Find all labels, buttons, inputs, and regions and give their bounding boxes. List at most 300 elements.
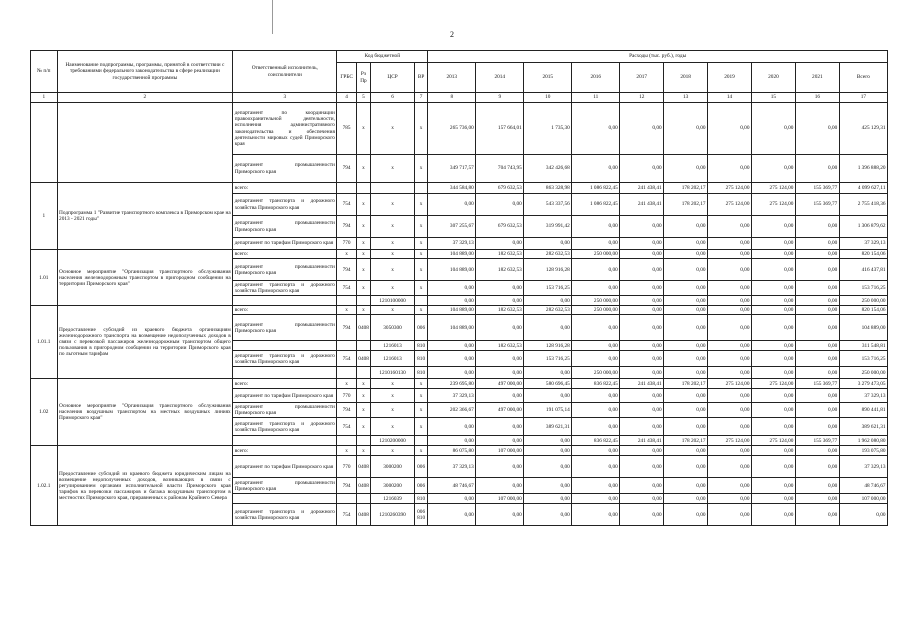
- year-value: 0,00: [708, 341, 752, 351]
- executor: департамент по тарифам Приморского края: [233, 238, 337, 250]
- year-header: Всего: [839, 63, 887, 93]
- year-value: 182 632,53: [476, 250, 524, 259]
- rzpr-code: 0408: [356, 351, 370, 367]
- total-value: 153 716,25: [839, 351, 887, 367]
- rzpr-code: х: [356, 446, 370, 456]
- executor: департамент транспорта и дорожного хозяйства Приморского края: [234, 282, 335, 295]
- year-value: 191 075,14: [524, 403, 572, 418]
- year-value: 0,00: [524, 296, 572, 306]
- grbs-code: 754: [337, 351, 356, 367]
- rzpr-code: х: [356, 403, 370, 418]
- year-value: 0,00: [664, 103, 708, 155]
- column-number: 15: [751, 93, 795, 103]
- column-number: 5: [356, 93, 370, 103]
- rzpr-code: х: [356, 389, 370, 403]
- year-value: 0,00: [620, 306, 664, 315]
- year-value: 241 438,41: [620, 379, 664, 389]
- total-value: 153 716,25: [839, 281, 887, 296]
- vr-code: 006: [415, 315, 428, 341]
- year-value: 0,00: [524, 315, 572, 341]
- column-number: 11: [572, 93, 620, 103]
- year-value: 0,00: [620, 494, 664, 504]
- row-number: 1.02: [31, 379, 58, 446]
- csr-code: 1216013: [371, 351, 415, 367]
- total-value: 389 621,31: [839, 418, 887, 436]
- col-num-header: № п/п: [31, 51, 58, 93]
- year-value: 0,00: [795, 281, 839, 296]
- year-value: 0,00: [620, 281, 664, 296]
- csr-code: 3050300: [371, 315, 415, 341]
- year-value: 0,00: [620, 389, 664, 403]
- column-number: 4: [337, 93, 356, 103]
- grbs-code: 770: [337, 456, 356, 478]
- grbs-code: [337, 367, 356, 379]
- year-value: 0,00: [572, 103, 620, 155]
- year-value: 0,00: [751, 281, 795, 296]
- year-value: 0,00: [751, 403, 795, 418]
- year-header: 2014: [476, 63, 524, 93]
- grbs-code: [337, 341, 356, 351]
- year-value: 275 124,00: [751, 183, 795, 194]
- table-row: [31, 183, 888, 194]
- year-value: 0,00: [708, 259, 752, 281]
- year-value: 0,00: [620, 478, 664, 494]
- executor: всего:: [233, 183, 337, 194]
- csr-code: х: [371, 216, 415, 238]
- page-number: 2: [450, 30, 454, 39]
- col-name-header: Наименование подпрограммы, программы, принятой в соответствии с требованиями федерального законодательства в сфере реализации государственной программы: [57, 51, 233, 93]
- csr-code: 1210160130: [371, 367, 415, 379]
- year-value: 0,00: [664, 367, 708, 379]
- year-value: 104 889,00: [428, 259, 476, 281]
- year-value: 157 664,01: [476, 103, 524, 155]
- year-value: 0,00: [620, 250, 664, 259]
- grbs-code: [337, 183, 356, 194]
- scan-line: [272, 0, 273, 34]
- year-value: 0,00: [476, 194, 524, 216]
- vr-header: ВР: [415, 63, 428, 93]
- year-value: 0,00: [428, 418, 476, 436]
- year-value: 1 086 822,45: [572, 194, 620, 216]
- total-value: 416 437,81: [839, 259, 887, 281]
- table-row: [31, 446, 888, 456]
- total-value: 0,00: [839, 504, 887, 526]
- year-value: 86 075,80: [428, 446, 476, 456]
- year-value: 0,00: [795, 367, 839, 379]
- year-value: 0,00: [572, 281, 620, 296]
- year-value: 0,00: [708, 389, 752, 403]
- year-value: 0,00: [620, 296, 664, 306]
- year-value: 153 716,25: [524, 281, 572, 296]
- year-value: 0,00: [664, 446, 708, 456]
- col-exec-header: Ответственный исполнитель, соисполнители: [233, 51, 337, 93]
- year-value: 0,00: [751, 155, 795, 183]
- expenses-header: Расходы (тыс. руб.), годы: [428, 51, 888, 63]
- column-number: 10: [524, 93, 572, 103]
- year-value: 0,00: [572, 351, 620, 367]
- year-value: 0,00: [795, 446, 839, 456]
- grbs-code: [337, 296, 356, 306]
- year-value: 0,00: [620, 216, 664, 238]
- rzpr-code: 0408: [356, 456, 370, 478]
- executor: департамент промышленности Приморского края: [233, 216, 337, 238]
- total-value: 37 329,13: [839, 456, 887, 478]
- year-value: 37 329,13: [428, 389, 476, 403]
- year-value: 0,00: [664, 306, 708, 315]
- year-value: 0,00: [795, 478, 839, 494]
- year-value: 0,00: [620, 103, 664, 155]
- rzpr-code: х: [356, 259, 370, 281]
- year-value: 307 255,67: [428, 216, 476, 238]
- vr-code: [415, 296, 428, 306]
- executor: департамент промышленности Приморского края: [234, 404, 335, 417]
- vr-code: 006: [415, 478, 428, 494]
- year-value: 0,00: [524, 494, 572, 504]
- year-header: 2015: [524, 63, 572, 93]
- column-number: 17: [839, 93, 887, 103]
- rzpr-code: [356, 296, 370, 306]
- grbs-code: 754: [337, 281, 356, 296]
- column-number: 9: [476, 93, 524, 103]
- year-header: 2019: [708, 63, 752, 93]
- total-value: 425 129,31: [839, 103, 887, 155]
- vr-code: х: [415, 281, 428, 296]
- year-value: 0,00: [664, 418, 708, 436]
- year-value: 0,00: [428, 341, 476, 351]
- year-value: 0,00: [572, 238, 620, 250]
- executor: всего:: [233, 250, 337, 259]
- year-value: 0,00: [524, 504, 572, 526]
- year-value: 0,00: [751, 250, 795, 259]
- rzpr-code: х: [356, 281, 370, 296]
- vr-code: х: [415, 103, 428, 155]
- year-value: 0,00: [572, 155, 620, 183]
- table-header: [31, 51, 888, 103]
- total-value: 250 000,00: [839, 296, 887, 306]
- year-value: 282 632,53: [524, 306, 572, 315]
- total-value: 37 329,13: [839, 238, 887, 250]
- year-value: 0,00: [664, 281, 708, 296]
- year-value: 0,00: [476, 367, 524, 379]
- grbs-code: х: [337, 250, 356, 259]
- grbs-code: 770: [337, 389, 356, 403]
- year-value: 0,00: [476, 315, 524, 341]
- year-value: 580 696,45: [524, 379, 572, 389]
- year-value: 0,00: [620, 341, 664, 351]
- year-value: 250 000,00: [572, 296, 620, 306]
- rzpr-code: х: [356, 194, 370, 216]
- total-value: 3 279 473,05: [839, 379, 887, 389]
- year-value: 0,00: [751, 389, 795, 403]
- year-value: 0,00: [708, 306, 752, 315]
- year-value: 0,00: [572, 403, 620, 418]
- grbs-code: 794: [337, 216, 356, 238]
- column-number: 2: [57, 93, 233, 103]
- rzpr-code: 0408: [356, 478, 370, 494]
- executor: департамент транспорта и дорожного хозяйства Приморского края: [233, 418, 337, 436]
- year-value: 0,00: [795, 389, 839, 403]
- vr-code: х: [415, 446, 428, 456]
- csr-code: х: [371, 306, 415, 315]
- year-value: 241 438,41: [620, 436, 664, 446]
- year-value: 836 822,45: [572, 379, 620, 389]
- year-value: 0,00: [428, 281, 476, 296]
- rzpr-code: х: [356, 379, 370, 389]
- year-value: 0,00: [524, 446, 572, 456]
- vr-code: х: [415, 216, 428, 238]
- column-number: 16: [795, 93, 839, 103]
- column-number: 7: [415, 93, 428, 103]
- year-value: 319 991,42: [524, 216, 572, 238]
- program-name: Основное мероприятие "Организация транспортного обслуживания населения воздушным транспортом на местных воздушных линиях Приморского края": [57, 379, 233, 446]
- year-value: 178 202,17: [664, 436, 708, 446]
- year-value: 0,00: [428, 296, 476, 306]
- csr-code: х: [371, 155, 415, 183]
- year-value: 0,00: [708, 478, 752, 494]
- year-value: 497 000,00: [476, 403, 524, 418]
- total-value: 250 000,00: [839, 367, 887, 379]
- year-value: 0,00: [664, 238, 708, 250]
- rzpr-code: [356, 436, 370, 446]
- year-value: 182 632,53: [476, 341, 524, 351]
- year-value: 0,00: [664, 341, 708, 351]
- year-value: 178 202,17: [664, 379, 708, 389]
- year-value: 0,00: [428, 494, 476, 504]
- vr-code: 810: [415, 494, 428, 504]
- year-value: 0,00: [664, 155, 708, 183]
- executor: всего:: [233, 306, 337, 315]
- year-value: 0,00: [664, 389, 708, 403]
- rzpr-code: х: [356, 306, 370, 315]
- year-value: 0,00: [620, 238, 664, 250]
- year-value: 1 086 822,45: [572, 183, 620, 194]
- csr-code: х: [371, 389, 415, 403]
- year-value: 0,00: [751, 456, 795, 478]
- executor: департамент транспорта и дорожного хозяйства Приморского края: [233, 504, 337, 526]
- executor: [233, 494, 337, 504]
- year-value: 0,00: [751, 315, 795, 341]
- year-value: 0,00: [795, 238, 839, 250]
- year-value: 0,00: [620, 315, 664, 341]
- year-value: 0,00: [620, 351, 664, 367]
- year-value: 275 124,00: [708, 436, 752, 446]
- rzpr-header: Рз Пр: [356, 63, 370, 93]
- csr-code: х: [371, 259, 415, 281]
- year-value: 0,00: [476, 281, 524, 296]
- year-value: 0,00: [476, 351, 524, 367]
- year-value: 239 695,80: [428, 379, 476, 389]
- year-value: 0,00: [572, 259, 620, 281]
- vr-code: [415, 183, 428, 194]
- year-value: 0,00: [524, 238, 572, 250]
- vr-code: х: [415, 238, 428, 250]
- total-value: 820 154,06: [839, 250, 887, 259]
- year-value: 0,00: [664, 403, 708, 418]
- year-value: 0,00: [572, 216, 620, 238]
- vr-code: х: [415, 250, 428, 259]
- csr-code: х: [371, 194, 415, 216]
- executor: департамент по тарифам Приморского края: [233, 389, 337, 403]
- total-value: 37 329,13: [839, 389, 887, 403]
- rzpr-code: х: [356, 250, 370, 259]
- program-name: Основное мероприятие "Организация транспортного обслуживания населения железнодорожным транспортом в пригородном сообщении на территории Приморского края": [57, 250, 233, 306]
- year-value: 0,00: [476, 389, 524, 403]
- year-value: 0,00: [751, 259, 795, 281]
- vr-code: 810: [415, 351, 428, 367]
- year-value: 0,00: [620, 367, 664, 379]
- csr-header: ЦСР: [371, 63, 415, 93]
- year-value: 0,00: [620, 456, 664, 478]
- grbs-code: 770: [337, 238, 356, 250]
- vr-code: х: [415, 403, 428, 418]
- executor: департамент промышленности Приморского края: [234, 479, 335, 492]
- year-value: 0,00: [795, 306, 839, 315]
- rzpr-code: х: [356, 155, 370, 183]
- year-value: 0,00: [620, 155, 664, 183]
- year-value: 0,00: [572, 446, 620, 456]
- executor: департамент по тарифам Приморского края: [233, 456, 337, 478]
- year-value: 0,00: [476, 418, 524, 436]
- executor: [233, 367, 337, 379]
- year-value: 0,00: [708, 216, 752, 238]
- csr-code: х: [371, 281, 415, 296]
- year-value: 104 889,00: [428, 250, 476, 259]
- rzpr-code: 0408: [356, 504, 370, 526]
- year-value: 275 124,00: [708, 194, 752, 216]
- year-value: 0,00: [664, 315, 708, 341]
- year-value: 0,00: [795, 250, 839, 259]
- year-value: 0,00: [524, 478, 572, 494]
- grbs-header: ГРБС: [337, 63, 356, 93]
- vr-code: х: [415, 155, 428, 183]
- grbs-code: 754: [337, 504, 356, 526]
- year-value: 275 124,00: [708, 183, 752, 194]
- grbs-code: 754: [337, 194, 356, 216]
- rzpr-code: [356, 494, 370, 504]
- csr-code: х: [371, 418, 415, 436]
- year-value: 0,00: [428, 436, 476, 446]
- rzpr-code: х: [356, 418, 370, 436]
- year-value: 0,00: [524, 436, 572, 446]
- total-value: 820 154,06: [839, 306, 887, 315]
- grbs-code: 754: [337, 418, 356, 436]
- year-value: 0,00: [751, 351, 795, 367]
- year-value: 0,00: [708, 103, 752, 155]
- grbs-code: 794: [337, 155, 356, 183]
- year-value: 0,00: [476, 478, 524, 494]
- row-number: 1: [31, 183, 58, 250]
- year-value: 0,00: [476, 504, 524, 526]
- year-value: 836 822,45: [572, 436, 620, 446]
- year-value: 0,00: [572, 341, 620, 351]
- vr-code: х: [415, 379, 428, 389]
- year-value: 0,00: [572, 478, 620, 494]
- year-value: 0,00: [751, 478, 795, 494]
- year-value: 0,00: [751, 494, 795, 504]
- year-value: 0,00: [664, 296, 708, 306]
- table-row: [31, 250, 888, 259]
- year-value: 0,00: [751, 238, 795, 250]
- program-name: [57, 103, 233, 183]
- year-value: 0,00: [795, 418, 839, 436]
- column-number: 14: [708, 93, 752, 103]
- grbs-code: [337, 436, 356, 446]
- year-value: 0,00: [476, 436, 524, 446]
- year-value: 182 632,53: [476, 306, 524, 315]
- total-value: 107 000,00: [839, 494, 887, 504]
- column-number: 12: [620, 93, 664, 103]
- year-value: 0,00: [428, 367, 476, 379]
- vr-code: х: [415, 418, 428, 436]
- year-header: 2013: [428, 63, 476, 93]
- year-value: 0,00: [428, 504, 476, 526]
- year-value: 0,00: [428, 194, 476, 216]
- vr-code: х: [415, 389, 428, 403]
- table-row: [31, 379, 888, 389]
- year-value: 48 746,67: [428, 478, 476, 494]
- csr-code: х: [371, 103, 415, 155]
- year-value: 0,00: [620, 446, 664, 456]
- year-value: 0,00: [751, 504, 795, 526]
- year-value: 37 329,13: [428, 456, 476, 478]
- year-value: 1 735,30: [524, 103, 572, 155]
- csr-code: х: [371, 238, 415, 250]
- year-value: 0,00: [708, 351, 752, 367]
- year-value: 275 124,00: [751, 379, 795, 389]
- year-value: 107 000,00: [476, 446, 524, 456]
- year-value: 0,00: [795, 403, 839, 418]
- row-number: 1.02.1: [31, 446, 58, 526]
- year-value: 0,00: [795, 504, 839, 526]
- year-value: 0,00: [664, 250, 708, 259]
- year-value: 128 916,28: [524, 259, 572, 281]
- year-value: 344 584,80: [428, 183, 476, 194]
- year-header: 2016: [572, 63, 620, 93]
- grbs-code: х: [337, 379, 356, 389]
- year-value: 0,00: [620, 504, 664, 526]
- year-value: 0,00: [572, 389, 620, 403]
- vr-code: 810: [415, 341, 428, 351]
- vr-code: х: [415, 259, 428, 281]
- year-value: 0,00: [795, 216, 839, 238]
- year-value: 0,00: [708, 367, 752, 379]
- year-value: 863 328,98: [524, 183, 572, 194]
- year-value: 155 369,77: [795, 379, 839, 389]
- year-value: 0,00: [664, 494, 708, 504]
- year-value: 0,00: [708, 403, 752, 418]
- year-value: 0,00: [751, 341, 795, 351]
- year-value: 0,00: [572, 456, 620, 478]
- year-value: 0,00: [751, 418, 795, 436]
- year-value: 0,00: [708, 494, 752, 504]
- row-number: [31, 103, 58, 183]
- year-value: 0,00: [572, 418, 620, 436]
- year-value: 0,00: [572, 504, 620, 526]
- year-value: 178 202,17: [664, 183, 708, 194]
- executor: [233, 436, 337, 446]
- table-row: [31, 103, 888, 155]
- executor: департамент промышленности Приморского края: [233, 315, 337, 341]
- year-value: 0,00: [795, 296, 839, 306]
- total-value: 4 099 627,11: [839, 183, 887, 194]
- row-number: 1.01.1: [31, 306, 58, 379]
- grbs-code: 794: [337, 478, 356, 494]
- executor: [233, 296, 337, 306]
- year-value: 250 000,00: [572, 367, 620, 379]
- year-value: 704 743,95: [476, 155, 524, 183]
- total-value: 311 548,81: [839, 341, 887, 351]
- year-value: 0,00: [708, 446, 752, 456]
